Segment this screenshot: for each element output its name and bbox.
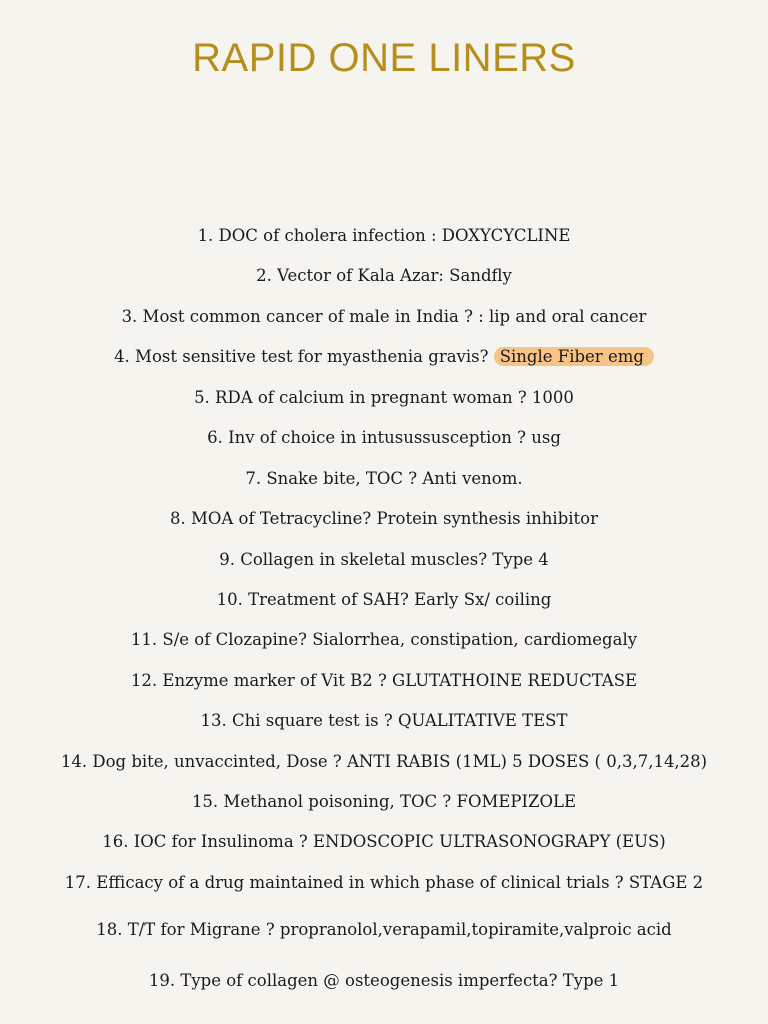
list-item <box>0 305 768 329</box>
item-text: 10. Treatment of SAH? Early Sx/ coiling <box>216 590 552 609</box>
item-text: 19. Type of collagen @ osteogenesis imperfecta? Type 1 <box>148 971 620 990</box>
list-item <box>0 709 768 733</box>
page-title: RAPID ONE LINERS <box>192 36 576 80</box>
item-text: 1. DOC of cholera infection : DOXYCYCLINE <box>197 226 571 245</box>
item-text: 16. IOC for Insulinoma ? ENDOSCOPIC ULTRASONOGRAPY (EUS) <box>102 832 666 851</box>
list-item <box>0 790 768 814</box>
list-item <box>0 386 768 410</box>
list-item <box>0 871 768 895</box>
item-text: 11. S/e of Clozapine? Sialorrhea, constipation, cardiomegaly <box>130 630 638 649</box>
item-text: 4. Most sensitive test for myasthenia gravis? <box>114 347 494 366</box>
list-item <box>0 628 768 652</box>
list-item <box>0 669 768 693</box>
item-text: 8. MOA of Tetracycline? Protein synthesis inhibitor <box>169 509 598 528</box>
list-item <box>0 918 768 942</box>
item-text: 12. Enzyme marker of Vit B2 ? GLUTATHOINE REDUCTASE <box>130 671 638 690</box>
list-item <box>0 750 768 774</box>
list-item <box>0 507 768 531</box>
item-text: 17. Efficacy of a drug maintained in which phase of clinical trials ? STAGE 2 <box>64 873 704 892</box>
item-text: 18. T/T for Migrane ? propranolol,verapamil,topiramite,valproic acid <box>96 920 672 939</box>
list-item <box>0 969 768 993</box>
item-text: 2. Vector of Kala Azar: Sandfly <box>256 266 512 285</box>
list-item <box>0 467 768 491</box>
list-item <box>0 264 768 288</box>
list-item <box>0 224 768 248</box>
item-text: 6. Inv of choice in intusussusception ? usg <box>207 428 561 447</box>
list-item <box>0 345 768 369</box>
highlighted-answer: Single Fiber emg <box>494 347 654 366</box>
list-item <box>0 548 768 572</box>
item-text: 13. Chi square test is ? QUALITATIVE TEST <box>200 711 568 730</box>
list-item <box>0 588 768 612</box>
list-item <box>0 426 768 450</box>
list-item <box>0 830 768 854</box>
item-text: 3. Most common cancer of male in India ? : lip and oral cancer <box>121 307 647 326</box>
item-text: 7. Snake bite, TOC ? Anti venom. <box>245 469 523 488</box>
item-text: 14. Dog bite, unvaccinted, Dose ? ANTI RABIS (1ML) 5 DOSES ( 0,3,7,14,28) <box>60 752 708 771</box>
item-text: 15. Methanol poisoning, TOC ? FOMEPIZOLE <box>191 792 577 811</box>
item-text: 9. Collagen in skeletal muscles? Type 4 <box>219 550 549 569</box>
item-text: 5. RDA of calcium in pregnant woman ? 1000 <box>194 388 574 407</box>
